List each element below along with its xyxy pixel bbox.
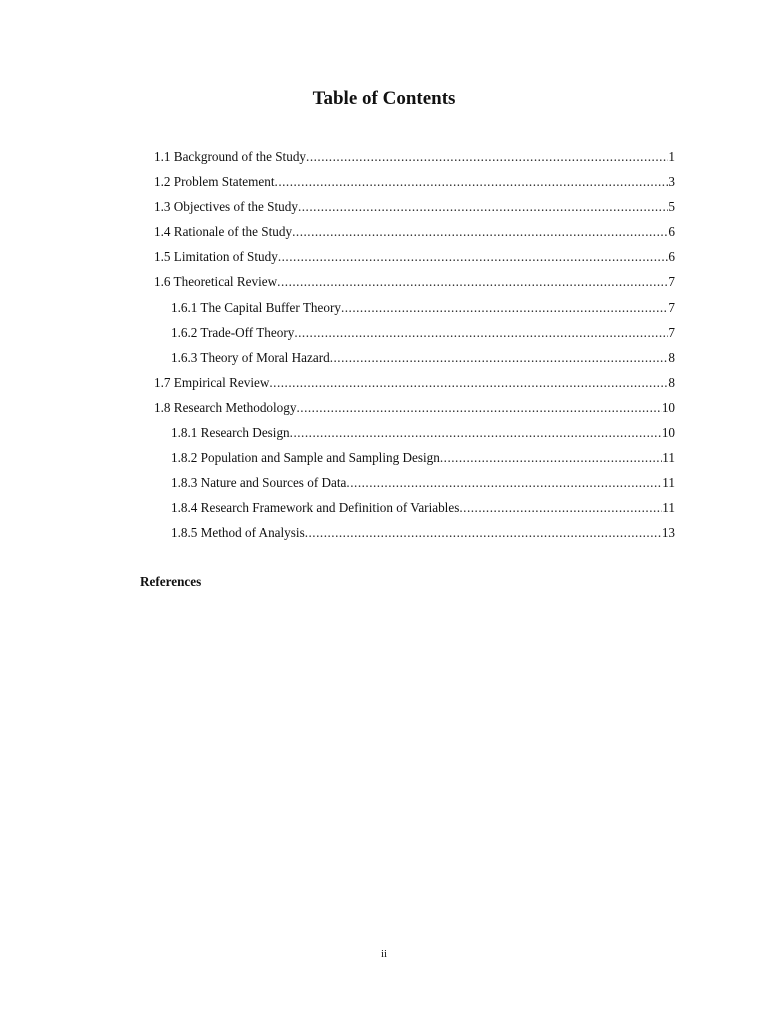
toc-subentry[interactable] xyxy=(154,470,675,495)
references-heading: References xyxy=(140,574,202,589)
toc-entry-page: 10 xyxy=(661,399,675,415)
toc-subentry[interactable] xyxy=(154,320,675,345)
toc-entry-page: 13 xyxy=(661,525,675,541)
toc-entry-page: 7 xyxy=(668,274,675,290)
page-number: ii xyxy=(380,948,388,960)
toc-entry-label: 1.6.3 Theory of Moral Hazard xyxy=(171,349,330,365)
toc-entry[interactable] xyxy=(154,169,675,194)
toc-entry-label: 1.5 Limitation of Study xyxy=(154,249,278,265)
toc-dot-leader xyxy=(296,395,661,420)
toc-entry-page: 7 xyxy=(668,299,675,315)
toc-dot-leader xyxy=(346,470,662,495)
toc-dot-leader xyxy=(290,420,662,445)
toc-entry-label: 1.6 Theoretical Review xyxy=(154,274,278,290)
toc-entry-page: 3 xyxy=(668,174,675,190)
toc-entry-label: 1.8.3 Nature and Sources of Data xyxy=(171,475,347,491)
toc-entry-page: 8 xyxy=(668,374,675,390)
toc-entry-page: 5 xyxy=(668,199,675,215)
toc-entry-label: 1.8.5 Method of Analysis xyxy=(171,525,305,541)
toc-dot-leader xyxy=(277,269,668,294)
toc-subentry[interactable] xyxy=(154,520,675,545)
toc-subentry[interactable] xyxy=(154,420,675,445)
toc-entry-label: 1.8.2 Population and Sample and Sampling Design xyxy=(171,450,440,466)
toc-entry[interactable] xyxy=(154,219,675,244)
toc-subentry[interactable] xyxy=(154,495,675,520)
toc-entry-label: 1.8.1 Research Design xyxy=(171,425,290,441)
toc-entry[interactable] xyxy=(154,144,675,169)
toc-entry-label: 1.6.1 The Capital Buffer Theory xyxy=(171,299,341,315)
toc-dot-leader xyxy=(459,495,662,520)
toc-entry[interactable] xyxy=(154,395,675,420)
toc-dot-leader xyxy=(440,445,662,470)
toc-dot-leader xyxy=(298,194,668,219)
toc-dot-leader xyxy=(278,244,669,269)
toc-subentry[interactable] xyxy=(154,445,675,470)
toc-entry-page: 11 xyxy=(662,500,675,516)
toc-entry-page: 6 xyxy=(668,224,675,240)
toc-dot-leader xyxy=(341,295,668,320)
toc-entry-label: 1.7 Empirical Review xyxy=(154,374,270,390)
toc-entry-label: 1.8.4 Research Framework and Definition of Variables xyxy=(171,500,460,516)
toc-entry-page: 6 xyxy=(668,249,675,265)
toc-entry-label: 1.2 Problem Statement xyxy=(154,174,275,190)
toc-subentry[interactable] xyxy=(154,345,675,370)
toc-entry-page: 1 xyxy=(668,149,675,164)
toc-entry-label: 1.6.2 Trade-Off Theory xyxy=(171,324,295,340)
toc-dot-leader xyxy=(269,370,668,395)
toc-entry[interactable] xyxy=(154,194,675,219)
toc-list xyxy=(154,144,675,546)
toc-entry-label: 1.8 Research Methodology xyxy=(154,399,297,415)
toc-dot-leader xyxy=(294,320,668,345)
toc-dot-leader xyxy=(305,520,662,545)
toc-entry-page: 7 xyxy=(668,324,675,340)
toc-dot-leader xyxy=(292,219,668,244)
toc-entry[interactable] xyxy=(154,370,675,395)
toc-entry-page: 10 xyxy=(661,425,675,441)
toc-entry-page: 11 xyxy=(662,475,675,491)
toc-entry-label: 1.1 Background of the Study xyxy=(154,149,307,164)
toc-entry[interactable] xyxy=(154,244,675,269)
toc-title: Table of Contents xyxy=(312,88,456,109)
toc-entry-label: 1.4 Rationale of the Study xyxy=(154,224,293,240)
toc-dot-leader xyxy=(306,144,668,169)
toc-dot-leader xyxy=(275,169,669,194)
toc-subentry[interactable] xyxy=(154,295,675,320)
toc-entry-label: 1.3 Objectives of the Study xyxy=(154,199,298,215)
toc-entry-page: 8 xyxy=(668,349,675,365)
toc-entry-page: 11 xyxy=(662,450,675,466)
toc-entry[interactable] xyxy=(154,269,675,294)
toc-dot-leader xyxy=(330,345,669,370)
